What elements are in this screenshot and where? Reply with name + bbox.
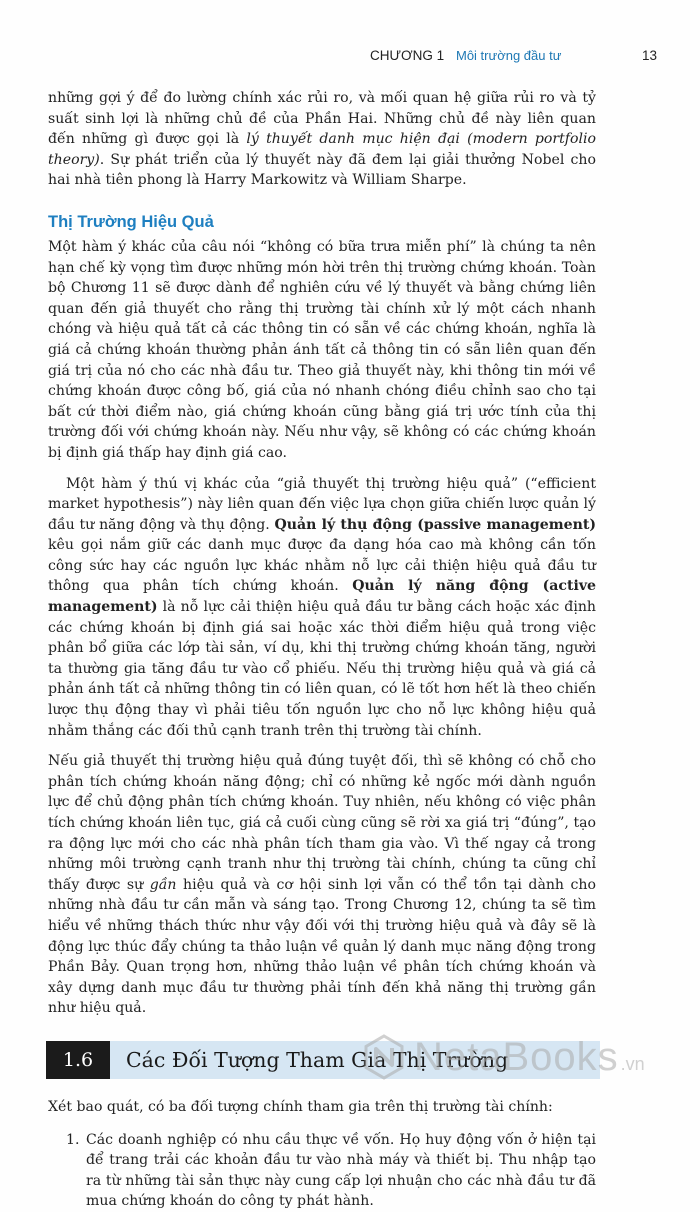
text-run: là nỗ lực cải thiện hiệu quả đầu tư bằng cách hoặc xác định các chứng khoán bị định giá sai hoặc xác thời điểm hiệu quả trong việc phân bổ giữa các lớp tài sản, ví dụ, khi thị trường chứng khoán tăng, người ta thường gia tăng đầu tư vào cổ phiếu. Nếu thị trường hiệu quả và giá cả phản ánh tất cả những thông tin có liên quan, có lẽ tốt hơn hết là theo chiến lược thụ động thay vì phải tiêu tốn nguồn lực cho nỗ lực không hiệu quả nhằm thắng các đối thủ cạnh tranh trên thị trường tài chính.: [48, 599, 596, 739]
heading-efficient-markets: Thị Trường Hiệu Quả: [48, 212, 214, 231]
chapter-label: CHƯƠNG 1: [370, 48, 445, 63]
watermark: [360, 1028, 700, 1086]
section-title: Các Đối Tượng Tham Gia Thị Trường: [110, 1041, 600, 1079]
bold-term-active: Quản lý năng động (active management): [48, 578, 596, 616]
emphasis-term: lý thuyết danh mục hiện đại (modern portfolio theory): [48, 131, 596, 168]
paragraph-active-passive: [48, 474, 596, 742]
text-run: hiệu quả và cơ hội sinh lợi vẫn có thể tồn tại dành cho những nhà đầu tư cần mẫn và sáng tạo. Trong Chương 12, chúng ta sẽ tìm hiểu về những thách thức như vậy đối với thị trường hiệu quả và đây sẽ là động lực thúc đẩy chúng ta thảo luận về quản lý danh mục năng động trong Phần Bảy. Quan trọng hơn, những thảo luận về phân tích chứng khoán và xây dựng danh mục đầu tư thường phải tính đến khả năng thị trường gần như hiệu quả.: [48, 876, 596, 1017]
text-run: kêu gọi nắm giữ các danh mục được đa dạng hóa cao mà không cần tốn công sức hay các nguồn lực khác nhằm nỗ lực cải thiện hiệu quả đầu tư thông qua phân tích chứng khoán.: [48, 537, 596, 595]
list-item-text: Các doanh nghiệp có nhu cầu thực về vốn. Họ huy động vốn ở hiện tại để trang trải các khoản đầu tư vào nhà máy và thiết bị. Thu nhập tạo ra từ những tài sản thực này cung cấp lợi nhuận cho các nhà đầu tư đã mua chứng khoán do công ty phát hành.: [86, 1131, 596, 1210]
text-run: . Sự phát triển của lý thuyết này đã đem lại giải thưởng Nobel cho hai nhà tiên phong là Harry Markowitz và William Sharpe.: [48, 151, 596, 189]
list-item: [48, 1130, 596, 1212]
text-run: những gợi ý để đo lường chính xác rủi ro, và mối quan hệ giữa rủi ro và tỷ suất sinh lợi là những chủ đề của Phần Hai. Những chủ đề này liên quan đến những gì được gọi là: [48, 90, 596, 148]
netabooks-logo-icon: [360, 1033, 408, 1081]
text-run: Một hàm ý thú vị khác của “giả thuyết thị trường hiệu quả” (“efficient market hypothesis”) này liên quan đến việc lựa chọn giữa chiến lược quản lý đầu tư năng động và thụ động.: [48, 475, 596, 533]
watermark-suffix: .vn: [620, 1053, 645, 1074]
text-run: Nếu giả thuyết thị trường hiệu quả đúng tuyệt đối, thì sẽ không có chỗ cho phân tích chứng khoán năng động; chỉ có những kẻ ngốc mới dành nguồn lực để chủ động phân tích chứng khoán. Tuy nhiên, nếu không có việc phân tích chứng khoán liên tục, giá cả cuối cùng cũng sẽ rời xa giá trị “đúng”, tạo ra động lực mới cho các nhà phân tích tham gia vào. Vì thế ngay cả trong những môi trường cạnh tranh như thị trường tài chính, chúng ta cũng chỉ thấy được sự: [48, 753, 596, 893]
running-header: [0, 44, 700, 68]
paragraph-efficient-markets: Một hàm ý khác của câu nói “không có bữa trưa miễn phí” là chúng ta nên hạn chế kỳ vọng tìm được những món hời trên thị trường chứng khoán. Toàn bộ Chương 11 sẽ được dành để nghiên cứu về lý thuyết và bằng chứng liên quan đến giả thuyết cho rằng thị trường tài chính xử lý một cách nhanh chóng và hiệu quả tất cả các thông tin có sẵn về các chứng khoán, nghĩa là giá cả chứng khoán thường phản ánh tất cả thông tin có sẵn liên quan đến giá trị của nó cho các nhà đầu tư. Theo giả thuyết này, khi thông tin mới về chứng khoán được công bố, giá của nó nhanh chóng điều chỉnh sao cho tại bất cứ thời điểm nào, giá chứng khoán cũng bằng giá trị ước tính của thị trường đối với chứng khoán này. Nếu như vậy, sẽ không có các chứng khoán bị định giá thấp hay định giá cao.: [48, 238, 596, 461]
bold-term-passive: Quản lý thụ động (passive management): [274, 516, 596, 533]
paragraph-participants-intro: Xét bao quát, có ba đối tượng chính tham gia trên thị trường tài chính:: [48, 1098, 553, 1115]
participants-list: [48, 1130, 596, 1212]
section-number: 1.6: [46, 1041, 110, 1079]
paragraph-portfolio-theory: [48, 88, 596, 191]
emphasis-term: gần: [149, 876, 177, 893]
paragraph-market-efficiency: [48, 751, 596, 1019]
page-number: 13: [642, 48, 658, 63]
chapter-title: Môi trường đầu tư: [456, 48, 562, 63]
watermark-brand: NetaBooks: [414, 1034, 619, 1079]
list-item-number: 1.: [66, 1131, 80, 1148]
